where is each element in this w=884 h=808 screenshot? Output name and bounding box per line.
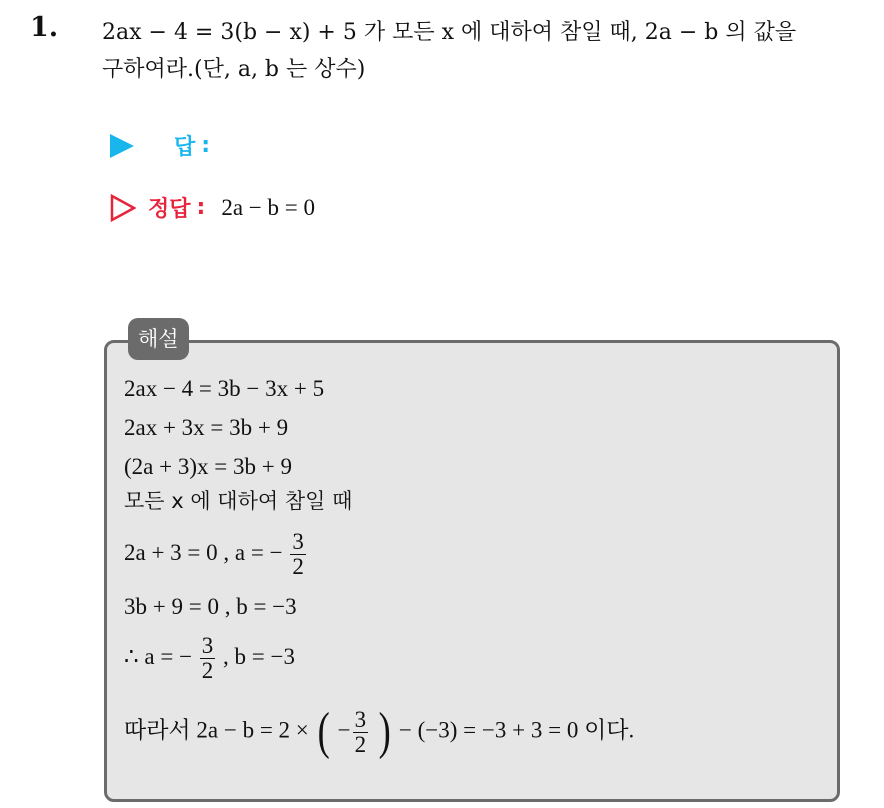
play-triangle-icon [110,134,134,158]
solution-line-3: (2a + 3)x = 3b + 9 [124,454,292,479]
solution-tag: 해설 [128,318,189,360]
solution-line-4: 모든 x 에 대하여 참일 때 [124,489,353,513]
right-parenthesis: ) [378,703,391,760]
fraction [353,708,369,757]
solution-line-5 [124,530,308,579]
correct-answer-label: 정답 [148,197,191,222]
solution-line-8: 따라서 2a − b = 2 × ( − $\frac{3}{2}$ ) − (−3) = −3 + 3 = 0 이다. [124,703,635,760]
answer-label: 답 [174,135,196,160]
answer-colon: : [201,133,211,158]
fraction [200,634,216,683]
fraction-denominator: 2 [201,658,214,683]
fraction-numerator: 3 [201,633,214,658]
fraction [290,530,306,579]
correct-answer-colon: : [196,195,206,220]
solution-line-2: 2ax + 3x = 3b + 9 [124,415,289,440]
solution-line-7-tail: , b = −3 [223,643,295,669]
solution-line-6: 3b + 9 = 0 , b = −3 [124,594,297,619]
question-text [102,14,872,88]
solution-line-7-text: ∴ a = − [124,643,193,669]
fraction-numerator: 3 [354,706,367,732]
fraction-denominator: 2 [354,731,367,757]
outline-triangle-icon [110,194,136,222]
solution-line-8-tail: − (−3) = −3 + 3 = 0 이다. [398,717,635,743]
solution-line-7 [124,634,295,683]
solution-line-1: 2ax − 4 = 3b − 3x + 5 [124,376,325,401]
question-line-1: 2ax − 4 = 3(b − x) + 5 가 모든 x 에 대하여 참일 때, 2a − b 의 값을 [102,20,797,45]
question-line-2: 구하여라.(단, a, b 는 상수) [102,57,366,82]
correct-answer-row [110,192,315,223]
left-parenthesis: ( [317,703,330,760]
solution-line-5-text: 2a + 3 = 0 , a = − [124,539,283,565]
answer-blank-row [110,130,210,161]
solution-line-8-text: 따라서 2a − b = 2 × [124,717,309,743]
correct-answer-value: 2a − b = 0 [221,194,315,220]
fraction-numerator: 3 [292,529,304,554]
fraction-denominator: 2 [292,554,304,579]
question-number: 1. [30,12,59,43]
